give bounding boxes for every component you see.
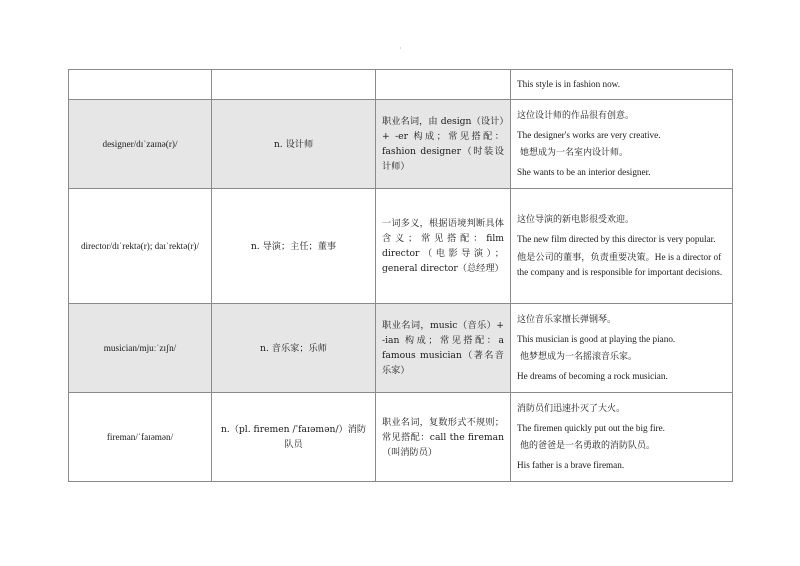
notes-cell: 一词多义，根据语境判断具体含义；常见搭配：film director（电影导演）；general director（总经理） [376,189,511,304]
word-cell: director/dɪˈrektə(r); daɪˈrektə(r)/ [69,189,212,304]
example-sentence-mixed: 他是公司的董事，负责重要决策。He is a director of the company and is responsible for important decisions. [517,252,723,277]
meaning-cell [212,70,376,100]
example-sentence-en: She wants to be an interior designer. [517,166,651,177]
word-cell: fireman/ˈfaɪəmən/ [69,393,212,482]
table-row [69,304,733,393]
example-sentence-en: The new film directed by this director is very popular. [517,233,716,244]
example-sentence-zh: 他的爸爸是一名勇敢的消防队员。 [520,441,656,451]
page-dot-mark: · [399,44,402,53]
example-sentence: This style is in fashion now. [517,79,621,90]
example-sentence-en: This musician is good at playing the piano. [517,333,676,344]
examples-cell [511,70,733,100]
notes-cell: 职业名词，music（音乐）+ -ian 构成；常见搭配：a famous musician（著名音乐家） [376,304,511,393]
vocabulary-table [68,69,733,482]
examples-cell [511,100,733,189]
examples-cell [511,304,733,393]
meaning-cell: n. 设计师 [212,100,376,189]
example-sentence-en: His father is a brave fireman. [517,459,625,470]
notes-cell [376,70,511,100]
table-row [69,100,733,189]
example-sentence-en: The firemen quickly put out the big fire. [517,422,665,433]
example-sentence-zh: 消防员们迅速扑灭了大火。 [517,404,626,414]
table-row [69,70,733,100]
notes-cell: 职业名词，复数形式不规则；常见搭配：call the fireman（叫消防员） [376,393,511,482]
table-row [69,189,733,304]
examples-cell [511,393,733,482]
word-cell [69,70,212,100]
table-row [69,393,733,482]
example-sentence-zh: 这位音乐家擅长弹钢琴。 [517,315,617,325]
example-sentence-zh: 这位设计师的作品很有创意。 [517,111,635,121]
examples-cell [511,189,733,304]
example-sentence-zh: 这位导演的新电影很受欢迎。 [517,215,635,225]
notes-cell: 职业名词，由 design（设计）+ -er 构成；常见搭配：fashion designer（时装设计师） [376,100,511,189]
example-sentence-zh: 他梦想成为一名摇滚音乐家。 [520,352,638,362]
meaning-cell: n. 音乐家；乐师 [212,304,376,393]
word-cell: musician/mjuːˈzɪʃn/ [69,304,212,393]
meaning-cell: n. 导演；主任；董事 [212,189,376,304]
meaning-cell: n.（pl. firemen /ˈfaɪəmən/）消防队员 [212,393,376,482]
example-sentence-en: The designer's works are very creative. [517,129,661,140]
word-cell: designer/dɪˈzaɪnə(r)/ [69,100,212,189]
example-sentence-en: He dreams of becoming a rock musician. [517,370,668,381]
example-sentence-zh: 她想成为一名室内设计师。 [520,148,629,158]
